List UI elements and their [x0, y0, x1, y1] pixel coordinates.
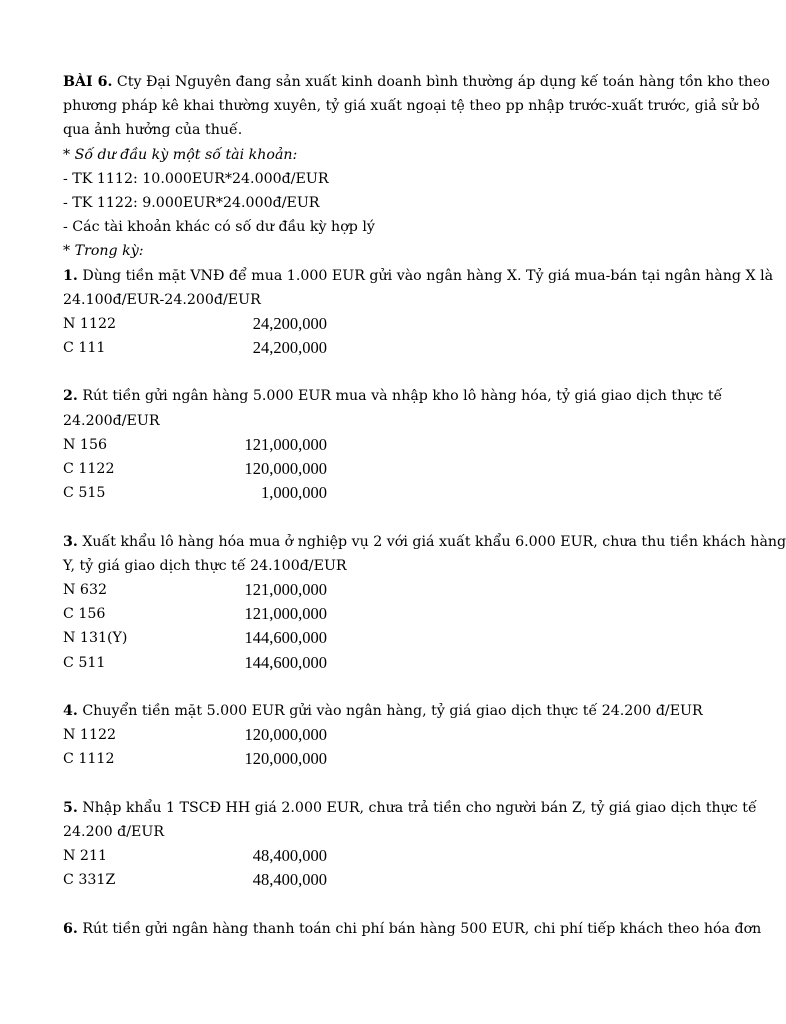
journal-entry	[63, 651, 663, 675]
entry-amount: 121,000,000	[244, 579, 327, 599]
entry-amount: 144,600,000	[244, 628, 327, 648]
entry-amount: 1,000,000	[261, 483, 327, 503]
transaction-text: Rút tiền gửi ngân hàng thanh toán chi phí bán hàng 500 EUR, chi phí tiếp khách theo hóa đơn	[77, 920, 762, 937]
entry-amount: 144,600,000	[244, 652, 327, 672]
opening-balance-heading: * Số dư đầu kỳ một số tài khoản:	[63, 146, 298, 163]
transaction-line	[63, 699, 703, 723]
intro-line-2: phương pháp kê khai thường xuyên, tỷ giá xuất ngoại tệ theo pp nhập trước-xuất trước, giả sử bỏ	[63, 98, 760, 115]
entry-account: N 1122	[63, 727, 117, 744]
entry-account: C 1122	[63, 461, 115, 477]
transaction-number: 2.	[63, 388, 78, 405]
entry-amount: 121,000,000	[244, 434, 327, 454]
opening-item: - TK 1122: 9.000EUR*24.000đ/EUR	[63, 194, 320, 211]
opening-item: - Các tài khoản khác có số dư đầu kỳ hợp lý	[63, 219, 375, 236]
journal-entry	[63, 578, 663, 602]
transaction-line	[63, 530, 786, 554]
journal-entry	[63, 457, 663, 481]
transaction-line	[63, 264, 774, 288]
journal-entry	[63, 626, 663, 650]
transaction-text: Rút tiền gửi ngân hàng 5.000 EUR mua và nhập kho lô hàng hóa, tỷ giá giao dịch thực tế	[77, 388, 723, 405]
opening-item: - TK 1112: 10.000EUR*24.000đ/EUR	[63, 170, 329, 187]
transaction-text: Nhập khẩu 1 TSCĐ HH giá 2.000 EUR, chưa trả tiền cho người bán Z, tỷ giá giao dịch thực tế	[77, 799, 757, 816]
transaction-5	[63, 796, 757, 917]
transaction-text: Chuyển tiền mặt 5.000 EUR gửi vào ngân hàng, tỷ giá giao dịch thực tế 24.200 đ/EUR	[77, 702, 703, 719]
journal-entry	[63, 723, 663, 747]
spacer	[63, 675, 663, 699]
entry-amount: 48,400,000	[252, 870, 327, 890]
spacer	[63, 771, 663, 795]
entry-account: C 331Z	[63, 872, 116, 889]
spacer	[63, 892, 663, 916]
entry-account: C 156	[63, 606, 106, 623]
entry-account: C 111	[63, 340, 106, 357]
journal-entry	[63, 312, 663, 336]
transaction-line: 24.200đ/EUR	[63, 412, 160, 429]
entry-account: N 632	[63, 581, 108, 598]
transaction-2	[63, 384, 723, 529]
transaction-line: Y, tỷ giá giao dịch thực tế 24.100đ/EUR	[63, 557, 347, 574]
transaction-text: Xuất khẩu lô hàng hóa mua ở nghiệp vụ 2 với giá xuất khẩu 6.000 EUR, chưa thu tiền khách hàng	[77, 533, 786, 550]
entry-amount: 120,000,000	[244, 459, 327, 478]
transaction-1	[63, 264, 774, 385]
intro-line-3: qua ảnh hưởng của thuế.	[63, 122, 243, 139]
journal-entry	[63, 868, 663, 892]
entry-account: C 1112	[63, 751, 115, 768]
transaction-line: 24.100đ/EUR-24.200đ/EUR	[63, 291, 261, 308]
document-page	[63, 70, 786, 941]
entry-amount: 120,000,000	[244, 749, 327, 769]
entry-account: C 511	[63, 654, 106, 671]
transaction-text: Dùng tiền mặt VNĐ để mua 1.000 EUR gửi vào ngân hàng X. Tỷ giá mua-bán tại ngân hàng X là	[77, 267, 774, 284]
transaction-line: 24.200 đ/EUR	[63, 823, 165, 840]
transaction-6	[63, 917, 762, 941]
entry-amount: 120,000,000	[244, 725, 327, 745]
journal-entry	[63, 433, 663, 457]
transaction-number: 4.	[63, 702, 78, 719]
entry-account: N 156	[63, 436, 108, 453]
entry-amount: 48,400,000	[252, 846, 327, 865]
transaction-4	[63, 699, 703, 796]
journal-entry	[63, 602, 663, 626]
entry-account: C 515	[63, 485, 106, 502]
intro-line-1	[63, 70, 770, 94]
exercise-title: BÀI 6.	[63, 74, 113, 90]
entry-amount: 24,200,000	[252, 338, 327, 358]
entry-account: N 211	[63, 848, 108, 864]
intro-text-1: Cty Đại Nguyên đang sản xuất kinh doanh bình thường áp dụng kế toán hàng tồn kho theo	[112, 74, 770, 90]
journal-entry	[63, 844, 663, 868]
transaction-number: 1.	[63, 267, 78, 284]
transaction-3	[63, 530, 786, 699]
journal-entry	[63, 336, 663, 360]
spacer	[63, 505, 663, 529]
period-heading: * Trong kỳ:	[63, 243, 144, 260]
journal-entry	[63, 747, 663, 771]
transaction-number: 5.	[63, 799, 78, 816]
transaction-number: 6.	[63, 920, 78, 937]
transaction-line	[63, 796, 757, 820]
journal-entry	[63, 481, 663, 505]
entry-account: N 131(Y)	[63, 630, 128, 647]
transaction-line	[63, 384, 723, 408]
entry-account: N 1122	[63, 315, 117, 332]
entry-amount: 24,200,000	[252, 313, 327, 333]
entry-amount: 121,000,000	[244, 604, 327, 624]
transaction-line	[63, 917, 762, 941]
spacer	[63, 360, 663, 384]
transaction-number: 3.	[63, 533, 78, 550]
